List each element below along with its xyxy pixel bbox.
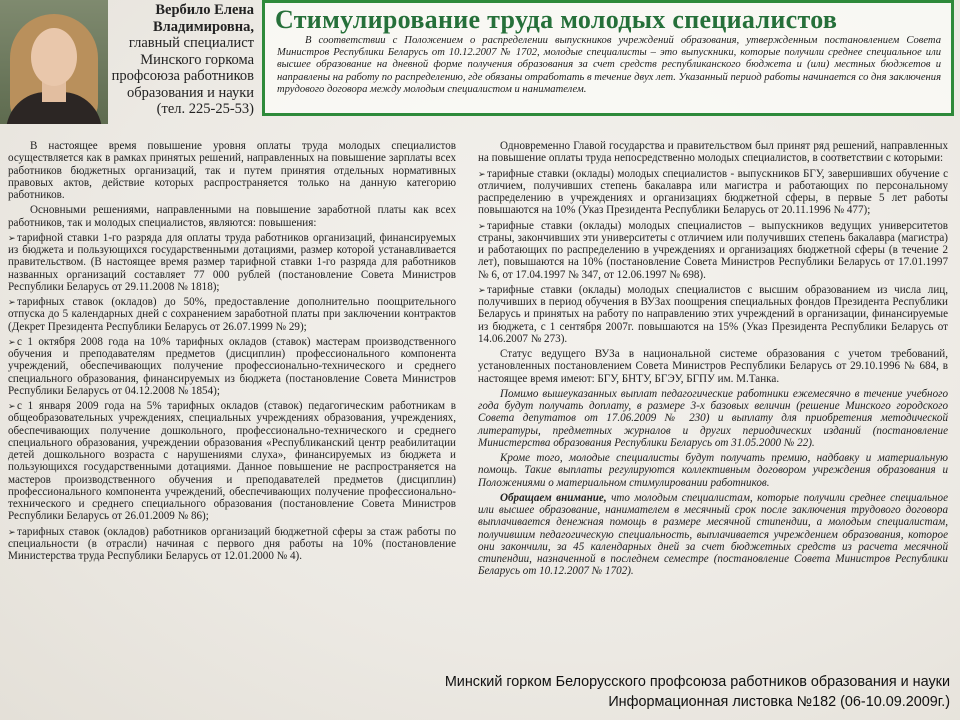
- bullet-item: ➢тарифные ставки (оклады) молодых специалистов с высшим образованием из числа лиц, получивших в период обучения в ВУЗах поощрения специальных фондов Президента Республики Беларусь и принятых на работу по направлению этих учреждений в организации, финансируемые из бюджета, с 1 сентября 2007г. повышаются на 15% (Указ Президента Республики Беларусь от 14.06.2007 № 273).: [478, 283, 948, 345]
- bullet-item: ➢тарифной ставки 1-го разряда для оплаты труда работников организаций, финансируемых из бюджета и пользующихся государственными дотациями, размер которой устанавливается правительством. (В настоящее время размер тарифной ставки 1-го разряда для работников названных организаций составляет 77 000 рублей (постановление Совета Министров Республики Беларусь от 29.11.2008 № 1818);: [8, 231, 456, 293]
- bullet-item: ➢тарифных ставок (окладов) работников организаций бюджетной сферы за стаж работы по специальности (в отрасли) начиная с первого дня работы на 10% (постановление Министерства труда Республики Беларусь от 12.01.2000 № 4).: [8, 525, 456, 562]
- right-column: [478, 140, 948, 581]
- footer-issue: Информационная листовка №182 (06-10.09.2009г.): [608, 694, 950, 710]
- paragraph: Основными решениями, направленными на повышение заработной платы как всех работников, так и молодых специалистов, являются: повышения:: [8, 204, 456, 229]
- bullet-item: ➢с 1 января 2009 года на 5% тарифных окладов (ставок) педагогическим работникам в общеобразовательных учреждениях, специальных учреждениях образования, учреждениях, обеспечивающих получение дошкольного, профессионально-технического и среднего специального образования, учреждении образования «Республиканский центр реабилитации детей дошкольного возраста с нарушениями слуха», финансируемых из бюджета и пользующихся государственными дотациями. Данное повышение не распространяется на мастеров производственного обучения и преподавателей предметов (дисциплин) профессионального компонента учреждений, обеспечивающих получение профессионально-технического и среднего специального образования (постановление Совета Министров Республики Беларусь от 26.01.2009 № 86);: [8, 400, 456, 523]
- author-phone: (тел. 225-25-53): [156, 101, 254, 117]
- bullet-item: ➢тарифных ставок (окладов) до 50%, предоставление дополнительно поощрительного отпуска до 5 календарных дней с сохранением заработной платы при заключении контрактов (Декрет Президента Республики Беларусь от 26.07.1999 № 29);: [8, 296, 456, 333]
- paragraph: Помимо вышеуказанных выплат педагогические работники ежемесячно в течение учебного года будут получать доплату, в размере 3-х базовых величин (решение Минского городского Совета депутатов от 17.06.2009 № 230) и выплату для приобретения методической литературы, предметных журналов и других периодических изданий (постановление Министерства образования Республики Беларусь от 31.05.2000 № 22).: [478, 387, 948, 449]
- paragraph: Статус ведущего ВУЗа в национальной системе образования с учетом требований, установленных постановлением Совета Министров Республики Беларусь от 29.10.1996 № 684, в настоящее время имеют: БГУ, БНТУ, БГЭУ, БГПУ им. М.Танка.: [478, 348, 948, 385]
- bullet-item: ➢тарифные ставки (оклады) молодых специалистов - выпускников БГУ, завершивших обучение с отличием, получивших степень бакалавра или магистра и работающих по персональному распределению в учреждениях и организациях бюджетной сферы, в первые 5 лет работы повышаются на 10% (Указ Президента Республики Беларусь от 20.11.1996 № 477);: [478, 167, 948, 217]
- bullet-item: ➢тарифные ставки (оклады) молодых специалистов – выпускников ведущих университетов страны, закончивших эти университеты с отличием или получивших степень бакалавра (магистра) и работающих по распределению в учреждениях и организациях бюджетной сферы (в течение 2 лет), повышаются на 10% (постановление Совета Министров Республики Беларусь от 17.01.1997 № 6, от 17.04.1997 № 347, от 12.06.1997 № 698).: [478, 219, 948, 281]
- page-title: Стимулирование труда молодых специалистов: [275, 5, 838, 34]
- author-photo: [0, 0, 108, 124]
- arrow-bullet-icon: ➢: [8, 297, 16, 307]
- author-name: Вербило Елена Владимировна,: [153, 2, 254, 35]
- arrow-bullet-icon: ➢: [478, 220, 486, 231]
- author-block: [110, 2, 254, 118]
- arrow-bullet-icon: ➢: [478, 284, 486, 295]
- paragraph: Кроме того, молодые специалисты будут получать премию, надбавку и материальную помощь. Такие выплаты регулируются коллективным договором учреждения образования и Положениями о материальном стимулировании работников.: [478, 452, 948, 489]
- header-box: [262, 0, 954, 116]
- arrow-bullet-icon: ➢: [8, 232, 16, 243]
- attention-paragraph: Обращаем внимание, что молодым специалистам, которые получили среднее специальное или высшее образование, нанимателем в месячный срок после заключения трудового договора выплачивается денежная помощь в размере месячной стипендии, а молодым специалистам, получившим педагогическую специальность, выплачивается учреждением образования, которое они закончили, за 45 календарных дней за счет бюджетных средств из расчета месячной стипендии, назначенной в последнем семестре (постановление Совета Министров Республики Беларусь от 10.12.2007 № 1702).: [478, 491, 948, 578]
- footer-org: Минский горком Белорусского профсоюза работников образования и науки: [444, 674, 950, 690]
- intro-paragraph: В соответствии с Положением о распределении выпускников учреждений образования, утвержденным постановлением Совета Министров Республики Беларусь от 10.12.2007 № 1702, молодые специалисты – это выпускники, которые получили среднее специальное или высшее образование на дневной форме получения образования за счет средств республиканского бюджета и (или) местных бюджетов и направлены на работу по распределению, где обязаны отработать в течение двух лет. Указанный период работы начинается со дня заключения трудового договора между молодым специалистом и нанимателем.: [277, 35, 941, 95]
- left-column: [8, 140, 456, 565]
- arrow-bullet-icon: ➢: [8, 401, 16, 411]
- paragraph: Одновременно Главой государства и правительством был принят ряд решений, направленных на повышение оплаты труда непосредственно молодых специалистов, в соответствии с которыми:: [478, 140, 948, 165]
- paragraph: В настоящее время повышение уровня оплаты труда молодых специалистов осуществляется как в рамках принятых решений, направленных на повышение зарплаты всех работников бюджетных организаций, так и путем принятия отдельных нормативных правовых актов, действие которых распространяется только на данную категорию работников.: [8, 140, 456, 201]
- footer: [445, 672, 950, 712]
- bullet-item: ➢с 1 октября 2008 года на 10% тарифных окладов (ставок) мастерам производственного обучения и преподавателям предметов (дисциплин) профессионального компонента учреждений, обеспечивающих получение профессионально-технического и среднего специального образования, финансируемых из бюджета (постановление Совета Министров Республики Беларусь от 04.12.2008 № 1854);: [8, 335, 456, 397]
- arrow-bullet-icon: ➢: [8, 526, 16, 537]
- arrow-bullet-icon: ➢: [478, 168, 486, 179]
- author-role: главный специалист Минского горкома профсоюза работников образования и науки: [111, 35, 254, 101]
- arrow-bullet-icon: ➢: [8, 336, 16, 347]
- attention-label: Обращаем внимание,: [500, 491, 607, 504]
